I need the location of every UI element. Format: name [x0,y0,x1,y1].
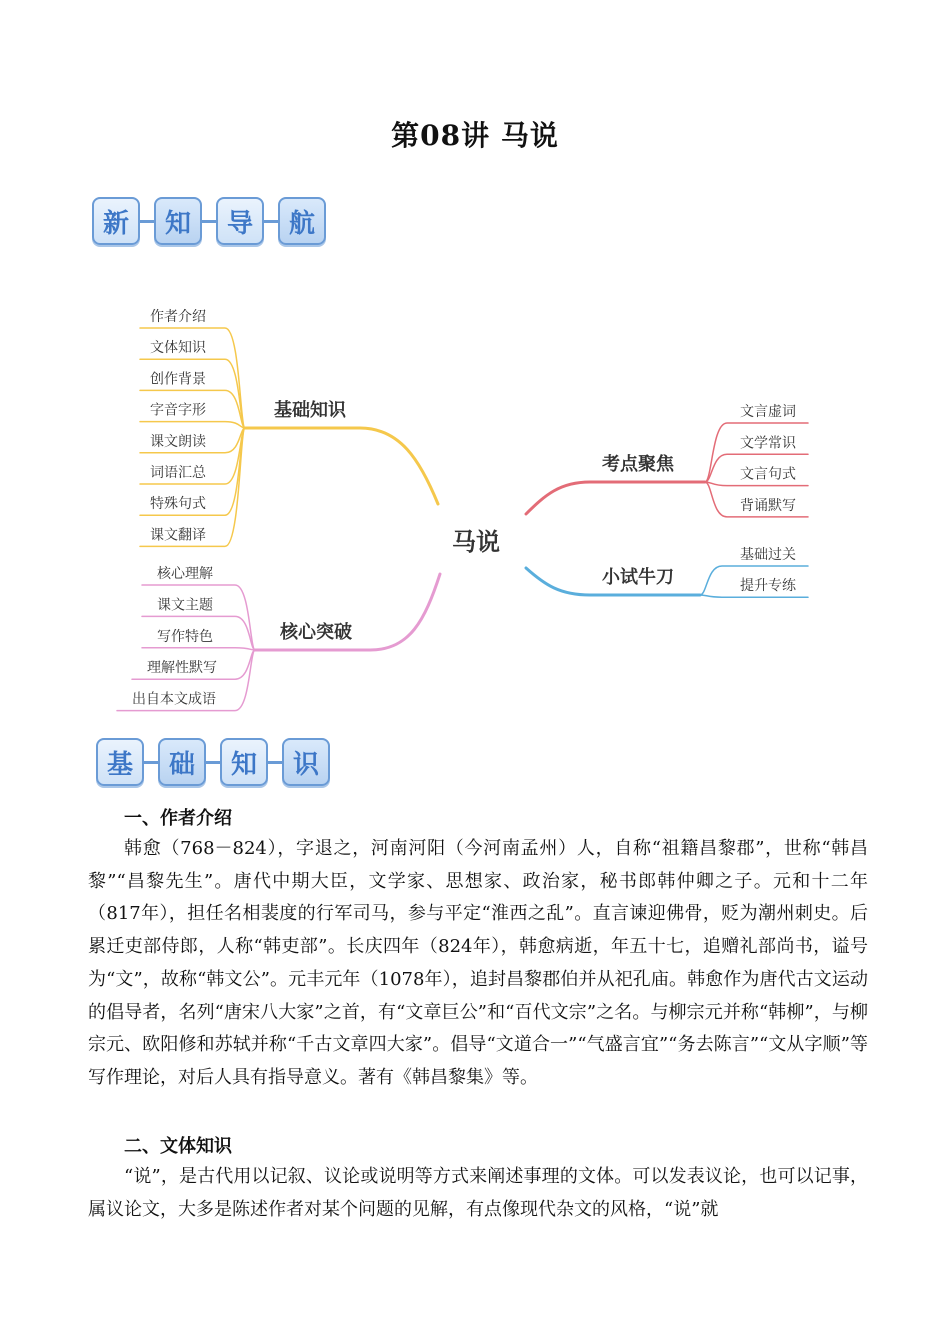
banner-link [264,220,278,223]
leaf-exam: 文言虚词 [740,404,796,420]
leaf-basic: 词语汇总 [150,465,206,481]
mindmap-center: 马说 [452,528,500,556]
leaf-exam: 背诵默写 [740,497,796,514]
section-heading-author: 一、作者介绍 [124,808,232,829]
banner-link [140,220,154,223]
banner-link [206,761,220,764]
banner-basic-knowledge [96,738,330,786]
page-title: 第08讲 马说 [391,119,559,152]
leaf-line-basic [140,422,245,428]
leaf-basic: 特殊句式 [150,496,206,513]
branch-line-basic [245,428,438,504]
leaf-basic: 字音字形 [150,402,206,419]
branch-label-core: 核心突破 [280,622,352,643]
section-text-genre: “说”，是古代用以记叙、议论或说明等方式来阐述事理的文体。可以发表议论，也可以记事，属议论文，大多是陈述作者对某个问题的见解，有点像现代杂文的风格，“说”就 [88,1166,868,1220]
banner-new-knowledge-navigation [92,197,326,245]
mindmap [0,280,950,720]
leaf-line-core [142,648,255,650]
leaf-core: 核心理解 [157,566,213,582]
leaf-basic: 文体知识 [150,340,206,357]
banner-char: 知 [220,738,268,786]
leaf-basic: 课文朗读 [150,433,206,450]
banner-link [144,761,158,764]
leaf-practice: 基础过关 [740,547,796,563]
branch-label-practice: 小试牛刀 [602,567,674,588]
branch-label-exam: 考点聚焦 [602,454,674,475]
leaf-exam: 文学常识 [740,435,796,452]
banner-char: 知 [154,197,202,245]
banner-char: 基 [96,738,144,786]
leaf-line-practice [700,595,808,597]
leaf-core: 课文主题 [157,597,213,614]
section-text-author: 韩愈（768－824），字退之，河南河阳（今河南孟州）人，自称“祖籍昌黎郡”，世称“韩昌黎”“昌黎先生”。唐代中期大臣，文学家、思想家、政治家，秘书郎韩仲卿之子。元和十二年（817年），担任名相裴度的行军司马，参与平定“淮西之乱”。直言谏迎佛骨，贬为潮州刺史。后累迁吏部侍郎，人称“韩吏部”。长庆四年（824年），韩愈病逝，年五十七，追赠礼部尚书，谥号为“文”，故称“韩文公”。元丰元年（1078年），追封昌黎郡伯并从祀孔庙。韩愈作为唐代古文运动的倡导者，名列“唐宋八大家”之首，有“文章巨公”和“百代文宗”之名。与柳宗元并称“韩柳”，与柳宗元、欧阳修和苏轼并称“千古文章四大家”。倡导“文道合一”“气盛言宜”“务去陈言”“文从字顺”等写作理论，对后人具有指导意义。著有《韩昌黎集》等。 [88,838,868,1088]
banner-char: 导 [216,197,264,245]
leaf-basic: 创作背景 [150,371,206,388]
leaf-core: 写作特色 [157,628,213,645]
leaf-basic: 课文翻译 [150,527,206,544]
banner-link [202,220,216,223]
leaf-core: 理解性默写 [147,660,217,677]
banner-char: 航 [278,197,326,245]
branch-label-basic: 基础知识 [274,400,346,421]
leaf-core: 出自本文成语 [132,691,216,708]
banner-char: 识 [282,738,330,786]
leaf-practice: 提升专练 [740,578,796,595]
banner-link [268,761,282,764]
section-heading-genre: 二、文体知识 [124,1136,232,1157]
branch-line-exam [526,482,705,514]
leaf-exam: 文言句式 [740,466,796,483]
leaf-basic: 作者介绍 [150,309,206,325]
banner-char: 新 [92,197,140,245]
banner-char: 础 [158,738,206,786]
